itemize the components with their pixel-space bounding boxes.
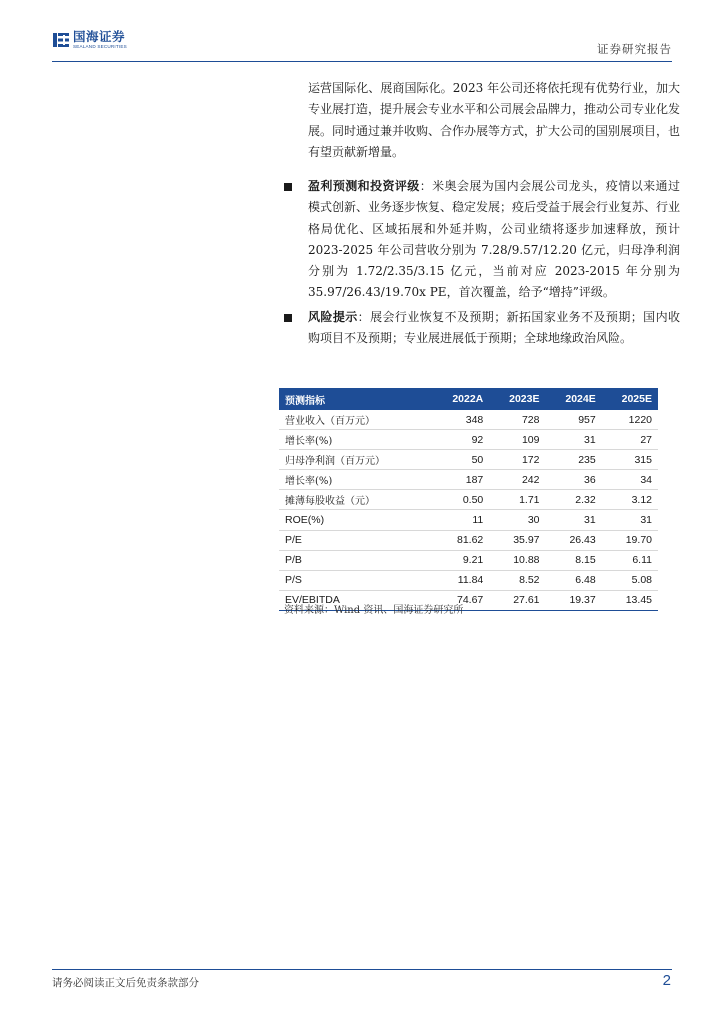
table-cell: 187: [432, 470, 489, 490]
bullet-square-icon: [284, 183, 292, 191]
table-cell: 50: [432, 450, 489, 470]
row-label: 归母净利润（百万元）: [279, 450, 432, 470]
table-cell: 728: [489, 410, 545, 430]
table-header-cell: 2023E: [489, 388, 545, 410]
risk-text: ：展会行业恢复不及预期；新拓国家业务不及预期；国内收购项目不及预期；专业展进展低于预期；全球地缘政治风险。: [308, 310, 680, 346]
table-row: [279, 510, 658, 530]
paragraph-risk: [308, 307, 680, 350]
table-cell: 31: [546, 430, 602, 450]
logo-english-name: SEALAND SECURITIES: [73, 43, 127, 49]
sealand-logo-icon: [52, 31, 70, 49]
table-cell: 35.97: [489, 530, 545, 550]
forecast-rating-heading: 盈利预测和投资评级: [308, 179, 420, 193]
table-cell: 5.08: [602, 570, 658, 590]
table-row: [279, 410, 658, 430]
row-label: EV/EBITDA: [279, 590, 432, 610]
forecast-table: [279, 388, 658, 611]
row-label: 摊薄每股收益（元）: [279, 490, 432, 510]
table-row: [279, 530, 658, 550]
table-cell: 10.88: [489, 550, 545, 570]
table-source-note: 资料来源：Wind 资讯、国海证券研究所: [284, 605, 464, 616]
paragraph-forecast-rating: [308, 176, 680, 304]
table-cell: 3.12: [602, 490, 658, 510]
table-cell: 19.37: [546, 590, 602, 610]
table-cell: 9.21: [432, 550, 489, 570]
row-label: 增长率(%): [279, 470, 432, 490]
table-cell: 6.11: [602, 550, 658, 570]
header-divider: [52, 61, 672, 62]
table-cell: 11.84: [432, 570, 489, 590]
table-cell: 235: [546, 450, 602, 470]
table-row: [279, 490, 658, 510]
table-cell: 74.67: [432, 590, 489, 610]
table-cell: 8.52: [489, 570, 545, 590]
company-logo: [52, 31, 127, 49]
table-cell: 34: [602, 470, 658, 490]
table-cell: 109: [489, 430, 545, 450]
page-header: [0, 0, 724, 64]
table-cell: 92: [432, 430, 489, 450]
table-cell: 957: [546, 410, 602, 430]
row-label: P/S: [279, 570, 432, 590]
risk-heading: 风险提示: [308, 310, 358, 324]
table-header-cell: 2022A: [432, 388, 489, 410]
table-row: [279, 430, 658, 450]
footer-divider: [52, 969, 672, 970]
paragraph-international: 运营国际化、展商国际化。2023 年公司还将依托现有优势行业，加大专业展打造，提升展会专业水平和公司展会品牌力，推动公司专业化发展。同时通过兼并收购、合作办展等方式，扩大公司的国别展项目，也有望贡献新增量。: [308, 81, 681, 159]
row-label: 营业收入（百万元）: [279, 410, 432, 430]
table-row: [279, 470, 658, 490]
table-cell: 31: [602, 510, 658, 530]
page-number: 2: [662, 972, 671, 989]
row-label: ROE(%): [279, 510, 432, 530]
table-cell: 30: [489, 510, 545, 530]
table-cell: 2.32: [546, 490, 602, 510]
table-header-row: [279, 388, 658, 410]
table-cell: 0.50: [432, 490, 489, 510]
table-cell: 315: [602, 450, 658, 470]
table-cell: 19.70: [602, 530, 658, 550]
table-cell: 81.62: [432, 530, 489, 550]
table-cell: 6.48: [546, 570, 602, 590]
table-header-cell: 2024E: [546, 388, 602, 410]
row-label: P/B: [279, 550, 432, 570]
table-cell: 27: [602, 430, 658, 450]
table-cell: 26.43: [546, 530, 602, 550]
table-cell: 172: [489, 450, 545, 470]
report-type-title: 证券研究报告: [597, 42, 672, 56]
row-label: P/E: [279, 530, 432, 550]
bullet-square-icon: [284, 314, 292, 322]
logo-chinese-name: 国海证券: [73, 29, 126, 44]
table-cell: 36: [546, 470, 602, 490]
table-cell: 1.71: [489, 490, 545, 510]
footer-disclaimer: 请务必阅读正文后免责条款部分: [52, 977, 199, 989]
table-row: [279, 450, 658, 470]
row-label: 增长率(%): [279, 430, 432, 450]
table-cell: 27.61: [489, 590, 545, 610]
table-cell: 13.45: [602, 590, 658, 610]
table-row: [279, 570, 658, 590]
table-cell: 1220: [602, 410, 658, 430]
forecast-rating-text: ：米奥会展为国内会展公司龙头，疫情以来通过模式创新、业务逐步恢复、稳定发展；疫后受益于展会行业复苏、行业格局优化、区域拓展和外延并购，公司业绩将逐步加速释放，预计 2023-2025 年公司营收分别为 7.28/9.57/12.20 亿元，归母净利润分别为 1.72/2.35/3.15 亿元，当前对应 2023-2015 年分别为 35.97/26.43/19.70x PE，首次覆盖，给予“增持”评级。: [308, 179, 681, 300]
table-cell: 242: [489, 470, 545, 490]
table-header-cell: 2025E: [602, 388, 658, 410]
table-header-cell: 预测指标: [279, 388, 432, 410]
table-row: [279, 550, 658, 570]
table-cell: 8.15: [546, 550, 602, 570]
table-cell: 31: [546, 510, 602, 530]
table-cell: 348: [432, 410, 489, 430]
table-cell: 11: [432, 510, 489, 530]
